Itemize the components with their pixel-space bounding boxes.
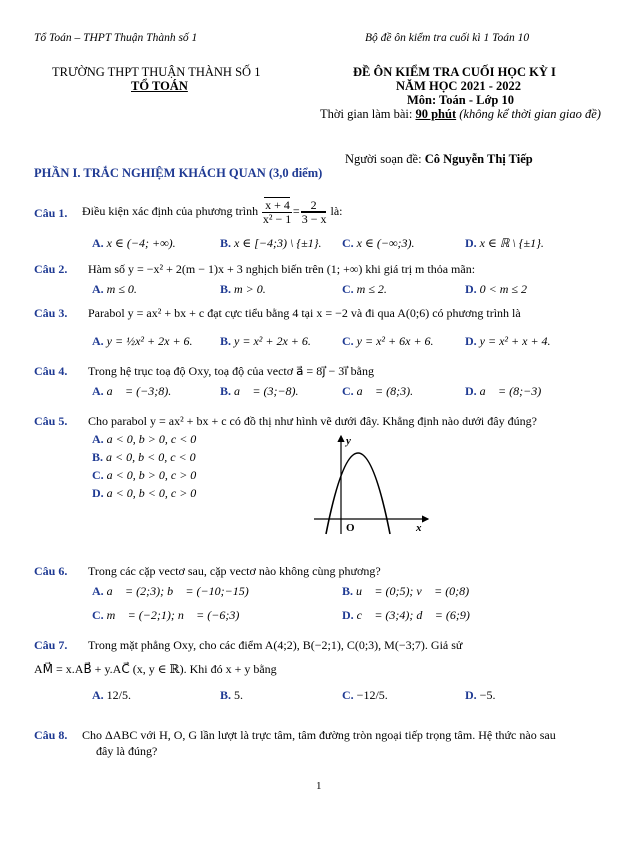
section-heading: PHẦN I. TRẮC NGHIỆM KHÁCH QUAN (3,0 điểm) (34, 166, 323, 180)
option-a-label: A. (92, 334, 104, 348)
question-4-text: Trong hệ trục toạ độ Oxy, toạ độ của vectơ a⃗ = 8j⃗ − 3i⃗ bằng (88, 364, 374, 378)
option-b-value: u⃗ = (0;5); v⃗ = (0;8) (356, 584, 470, 598)
option-c-label: C. (342, 688, 354, 702)
author-prefix: Người soạn đề: (345, 152, 425, 166)
option-b-value: a < 0, b < 0, c < 0 (106, 450, 196, 464)
question-6-option-d[interactable] (342, 608, 470, 623)
question-1-label: Câu 1. (34, 206, 68, 220)
option-a-value: a⃗ = (2;3); b⃗ = (−10;−15) (106, 584, 249, 598)
question-5-text: Cho parabol y = ax² + bx + c có đồ thị như hình vẽ dưới đây. Khẳng định nào dưới đây đúng? (88, 414, 537, 428)
question-4-option-b[interactable] (220, 384, 299, 399)
question-5-option-d[interactable] (92, 486, 196, 501)
question-3-option-c[interactable] (342, 334, 434, 349)
option-a-value: 12/5. (106, 688, 132, 702)
page-number: 1 (316, 780, 322, 792)
option-d-value: a⃗ = (8;−3) (479, 384, 542, 398)
question-7-text-line1: Trong mặt phẳng Oxy, cho các điểm A(4;2), B(−2;1), C(0;3), M(−3;7). Giả sử (88, 638, 463, 652)
question-1-option-b[interactable] (220, 236, 322, 251)
question-6-text: Trong các cặp vectơ sau, cặp vectơ nào không cùng phương? (88, 564, 381, 578)
option-c-value: a < 0, b > 0, c > 0 (106, 468, 197, 482)
question-7-label: Câu 7. (34, 638, 68, 652)
option-d-value: c⃗ = (3;4); d⃗ = (6;9) (356, 608, 470, 622)
option-d-label: D. (465, 384, 477, 398)
option-b-label: B. (220, 688, 232, 702)
option-d-value: a < 0, b < 0, c > 0 (106, 486, 197, 500)
option-c-value: y = x² + 6x + 6. (356, 334, 434, 348)
option-d-label: D. (465, 688, 477, 702)
option-b-value: x ∈ [−4;3) \ {±1}. (234, 236, 322, 250)
question-5-label: Câu 5. (34, 414, 68, 428)
exam-title: ĐỀ ÔN KIỂM TRA CUỐI HỌC KỲ I (353, 65, 556, 79)
question-1-fraction-right: $\frac{2}{3 - x}$ (301, 198, 327, 226)
question-1-text: Điều kiện xác định của phương trình $\frac{x + 4}{\text{x² − 1}}$ = $\frac{2}{3 - x}$ là: (82, 198, 343, 226)
option-b-value: y = x² + 2x + 6. (234, 334, 311, 348)
option-a-label: A. (92, 688, 104, 702)
option-b-value: a⃗ = (3;−8). (234, 384, 299, 398)
question-6-option-b[interactable] (342, 584, 469, 599)
option-b-label: B. (220, 236, 232, 250)
option-d-label: D. (465, 236, 477, 250)
question-1-fraction-left: $\frac{x + 4}{\text{x² − 1}}$ (262, 198, 292, 226)
question-6-label: Câu 6. (34, 564, 68, 578)
question-3-option-d[interactable] (465, 334, 551, 349)
question-2-option-a[interactable] (92, 282, 137, 297)
option-d-value: −5. (479, 688, 496, 702)
option-b-label: B. (342, 584, 354, 598)
option-c-value: x ∈ (−∞;3). (356, 236, 415, 250)
question-4-option-d[interactable] (465, 384, 541, 399)
question-6-option-c[interactable] (92, 608, 239, 623)
question-5-option-a[interactable] (92, 432, 196, 447)
option-b-value: m > 0. (234, 282, 266, 296)
question-3-label: Câu 3. (34, 306, 68, 320)
question-1-pre: Điều kiện xác định của phương trình (82, 204, 259, 218)
option-c-label: C. (342, 282, 354, 296)
option-d-label: D. (92, 486, 104, 500)
question-4-option-c[interactable] (342, 384, 413, 399)
option-c-value: m ≤ 2. (356, 282, 387, 296)
question-2-option-d[interactable] (465, 282, 527, 297)
question-1-option-d[interactable] (465, 236, 544, 251)
running-header-right: Bộ đề ôn kiểm tra cuối kì 1 Toán 10 (365, 32, 530, 44)
option-d-label: D. (342, 608, 354, 622)
option-c-label: C. (342, 236, 354, 250)
option-a-label: A. (92, 282, 104, 296)
question-7-option-b[interactable] (220, 688, 243, 703)
option-c-value: m⃗ = (−2;1); n⃗ = (−6;3) (106, 608, 240, 622)
option-c-label: C. (92, 608, 104, 622)
option-c-value: a⃗ = (8;3). (356, 384, 414, 398)
question-2-label: Câu 2. (34, 262, 68, 276)
parabola-curve (326, 453, 390, 534)
exam-subject: Môn: Toán - Lớp 10 (407, 93, 514, 107)
question-2-text: Hàm số y = −x² + 2(m − 1)x + 3 nghịch biến trên (1; +∞) khi giá trị m thỏa mãn: (88, 262, 476, 276)
option-b-label: B. (92, 450, 104, 464)
question-1-option-c[interactable] (342, 236, 415, 251)
question-5-option-c[interactable] (92, 468, 196, 483)
option-b-label: B. (220, 282, 232, 296)
option-d-label: D. (465, 282, 477, 296)
question-5-option-b[interactable] (92, 450, 196, 465)
exam-year: NĂM HỌC 2021 - 2022 (396, 79, 521, 93)
author-line (345, 152, 533, 167)
question-6-option-a[interactable] (92, 584, 249, 599)
option-c-label: C. (342, 384, 354, 398)
question-5-parabola-graph (312, 432, 432, 536)
exam-time-prefix: Thời gian làm bài: (320, 107, 416, 121)
graph-origin-label: O (346, 522, 355, 534)
option-b-label: B. (220, 384, 232, 398)
option-a-label: A. (92, 584, 104, 598)
option-b-value: 5. (234, 688, 244, 702)
question-8-label: Câu 8. (34, 728, 68, 742)
author-name: Cô Nguyễn Thị Tiếp (424, 152, 533, 166)
question-3-option-b[interactable] (220, 334, 311, 349)
question-3-option-a[interactable] (92, 334, 193, 349)
question-7-option-c[interactable] (342, 688, 388, 703)
option-a-label: A. (92, 432, 104, 446)
graph-x-label: x (416, 522, 422, 534)
question-8-text-line1: Cho ΔABC với H, O, G lần lượt là trực tâm, tâm đường tròn ngoại tiếp trọng tâm. Hệ thức nào sau (82, 728, 556, 742)
option-d-value: 0 < m ≤ 2 (479, 282, 528, 296)
question-8-text-line2: đây là đúng? (96, 744, 158, 758)
graph-y-label: y (346, 435, 351, 447)
option-a-value: y = ½x² + 2x + 6. (106, 334, 193, 348)
option-d-value: x ∈ ℝ \ {±1}. (479, 236, 544, 250)
option-d-label: D. (465, 334, 477, 348)
question-4-option-a[interactable] (92, 384, 171, 399)
question-1-option-a[interactable] (92, 236, 176, 251)
exam-time-value: 90 phút (415, 107, 457, 121)
option-c-label: C. (92, 468, 104, 482)
option-a-label: A. (92, 384, 104, 398)
question-4-label: Câu 4. (34, 364, 68, 378)
question-2-option-c[interactable] (342, 282, 387, 297)
option-a-value: m ≤ 0. (106, 282, 137, 296)
option-b-label: B. (220, 334, 232, 348)
question-2-option-b[interactable] (220, 282, 266, 297)
question-7-text-line2: AM⃗ = x.AB⃗ + y.AC⃗ (x, y ∈ ℝ). Khi đó x + y bằng (34, 662, 277, 676)
option-c-label: C. (342, 334, 354, 348)
option-a-value: x ∈ (−4; +∞). (106, 236, 176, 250)
question-3-text: Parabol y = ax² + bx + c đạt cực tiểu bằng 4 tại x = −2 và đi qua A(0;6) có phương trình là (88, 306, 521, 320)
option-a-value: a⃗ = (−3;8). (106, 384, 172, 398)
option-a-value: a < 0, b > 0, c < 0 (106, 432, 197, 446)
exam-time-note: (không kể thời gian giao đề) (459, 107, 601, 121)
question-1-post: là: (330, 204, 343, 218)
option-a-label: A. (92, 236, 104, 250)
option-d-value: y = x² + x + 4. (479, 334, 551, 348)
exam-time (320, 107, 601, 122)
running-header-left: Tổ Toán – THPT Thuận Thành số 1 (34, 32, 198, 44)
school-dept: TỔ TOÁN (131, 79, 188, 93)
question-7-option-a[interactable] (92, 688, 131, 703)
option-c-value: −12/5. (356, 688, 388, 702)
question-7-option-d[interactable] (465, 688, 495, 703)
school-name: TRƯỜNG THPT THUẬN THÀNH SỐ 1 (52, 65, 261, 79)
